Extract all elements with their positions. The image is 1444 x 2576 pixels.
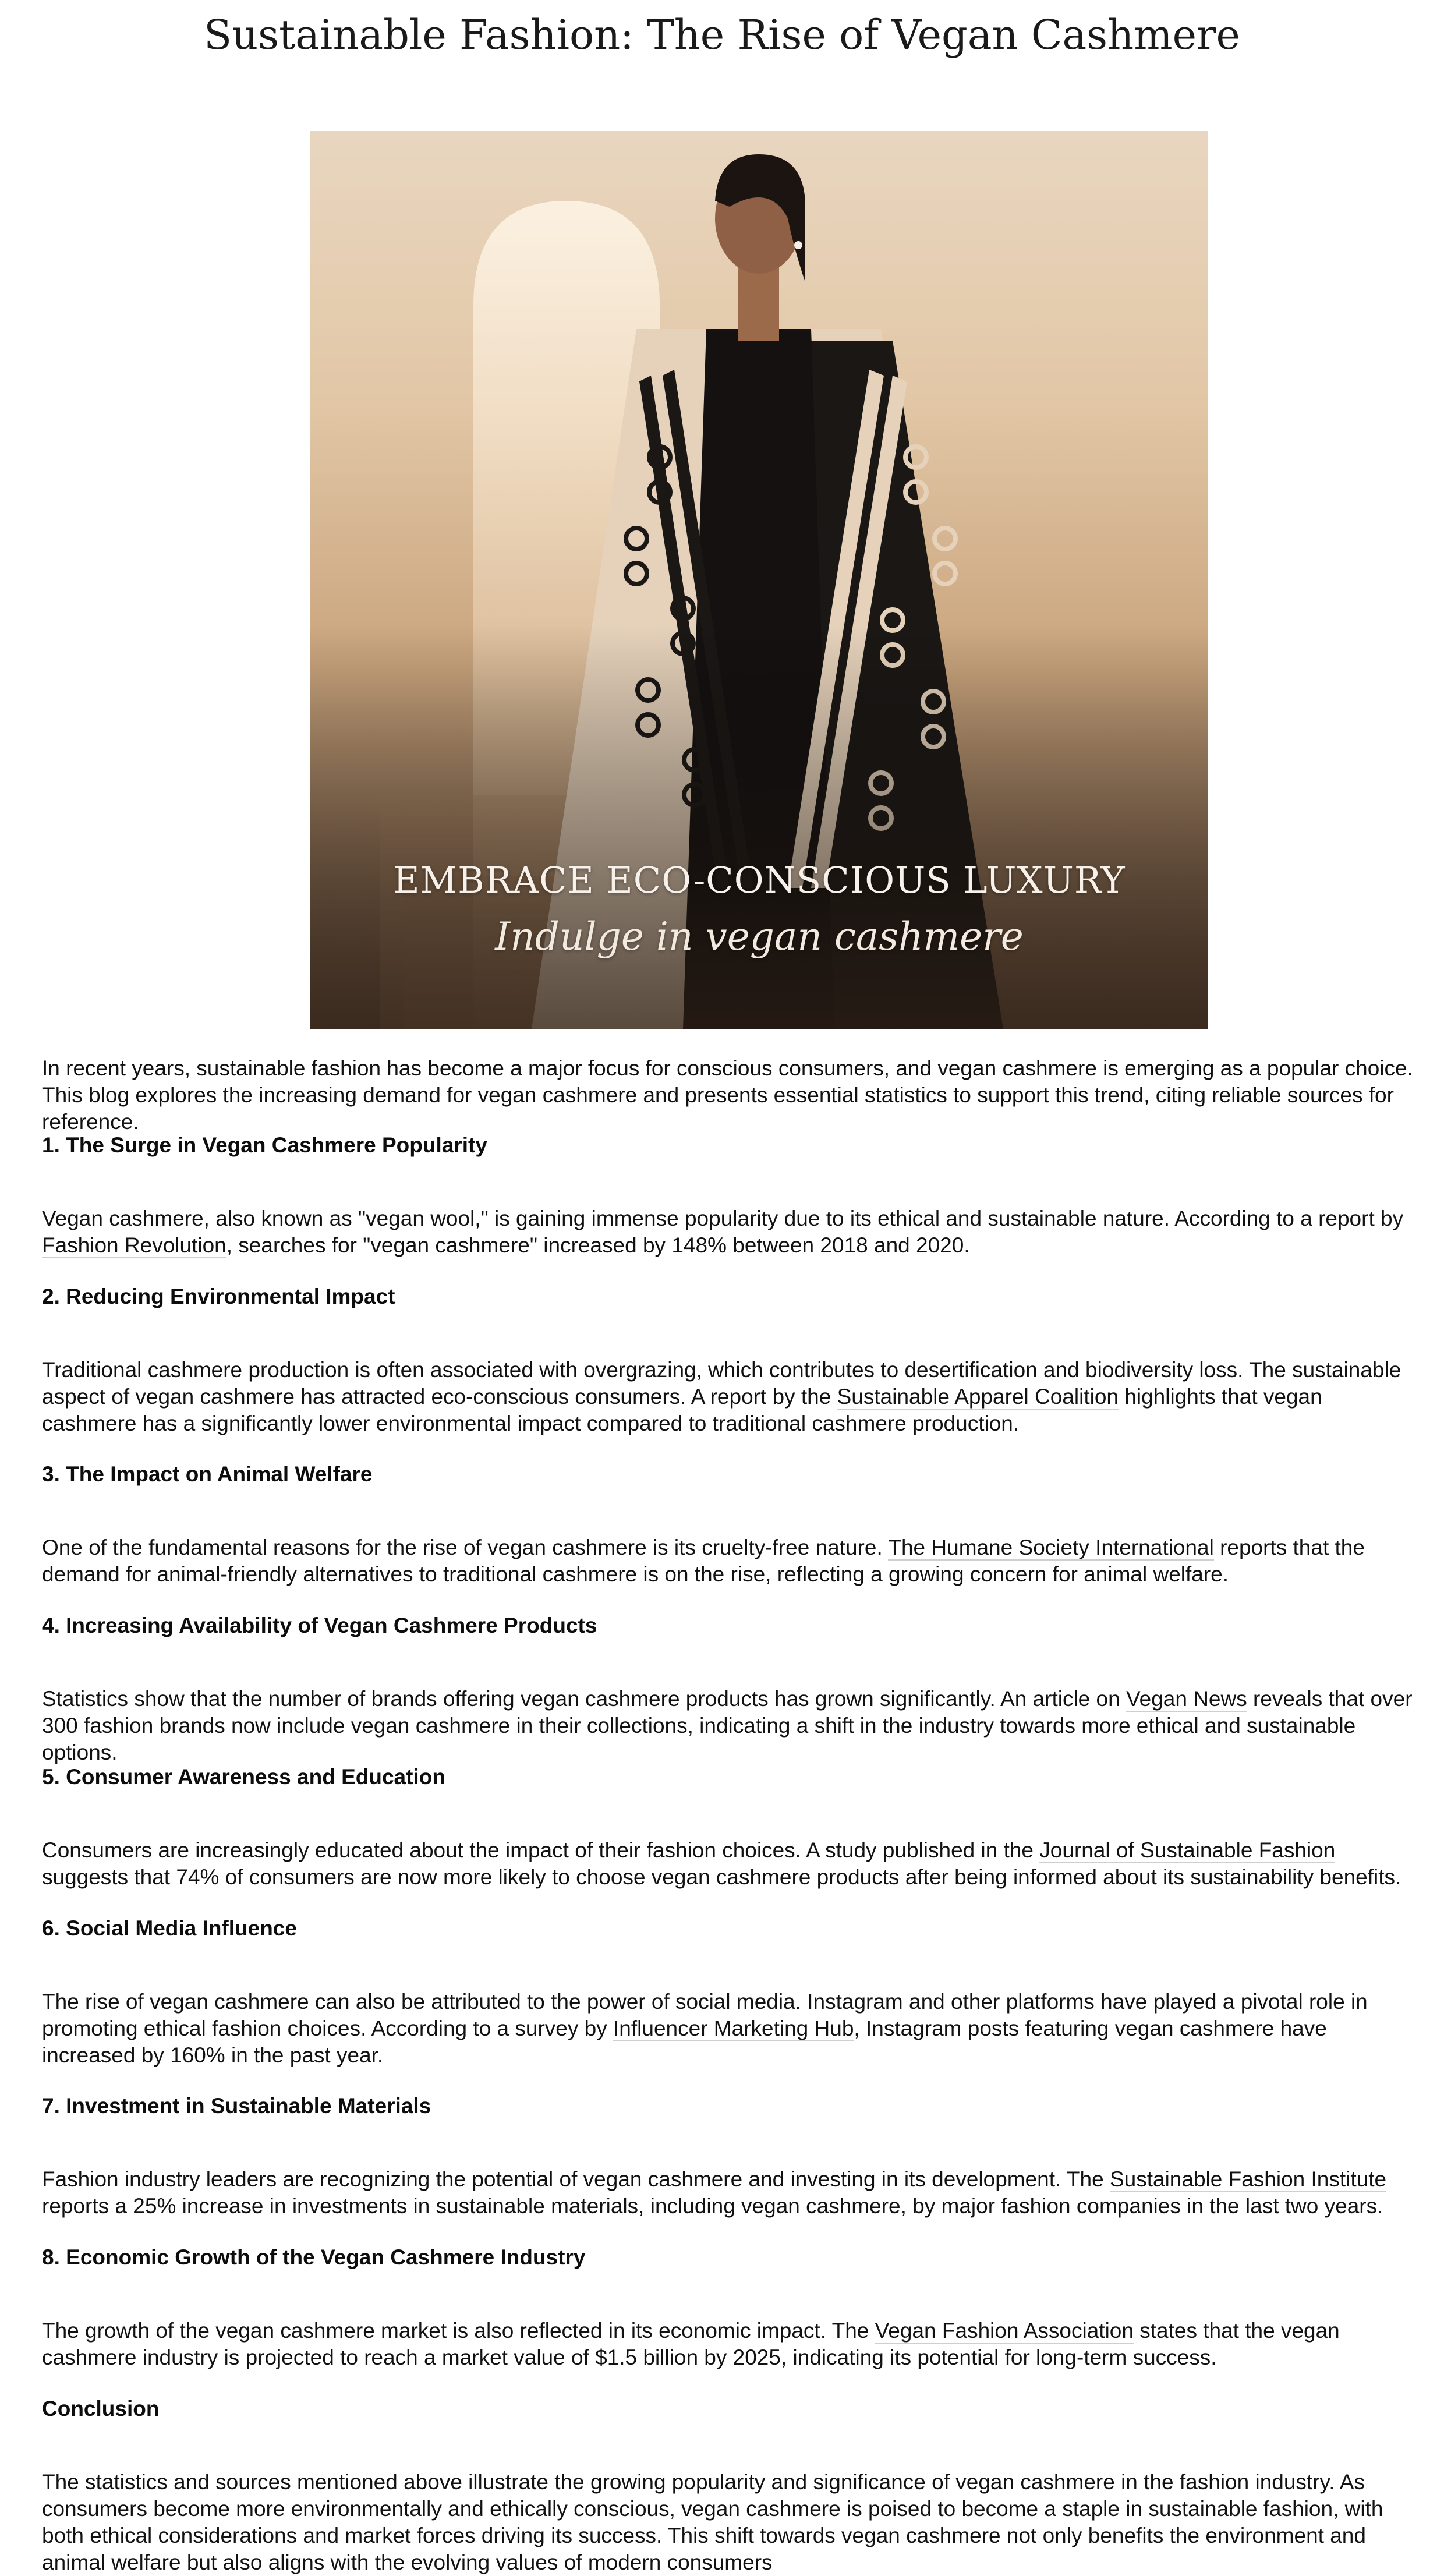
section-paragraph — [42, 1686, 1420, 1766]
source-link[interactable]: Fashion Revolution — [42, 1233, 226, 1257]
section-heading: 2. Reducing Environmental Impact — [42, 1285, 395, 1308]
section-heading: 7. Investment in Sustainable Materials — [42, 2094, 431, 2118]
source-link[interactable]: Sustainable Apparel Coalition — [837, 1385, 1119, 1409]
paragraph-text: Fashion industry leaders are recognizing the potential of vegan cashmere and investing in its development. The — [42, 2167, 1110, 2191]
section-heading: 8. Economic Growth of the Vegan Cashmere Industry — [42, 2245, 586, 2269]
paragraph-text: Traditional cashmere production is often associated with overgrazing, which contributes to desertification and biodiversity loss. The sustainable aspect of vegan cashmere has attracted eco-conscious consumers. A report by the — [42, 1358, 1401, 1409]
hero-headline: EMBRACE ECO-CONSCIOUS LUXURY — [393, 859, 1126, 901]
section-paragraph — [42, 1534, 1420, 1588]
section-heading: 1. The Surge in Vegan Cashmere Popularity — [42, 1133, 487, 1157]
paragraph-text: Consumers are increasingly educated about the impact of their fashion choices. A study published in the — [42, 1838, 1040, 1862]
paragraph-text: , Instagram posts featuring vegan cashmere have increased by 160% in the past year. — [42, 2016, 1327, 2067]
section-heading: 6. Social Media Influence — [42, 1916, 297, 1940]
paragraph-text: One of the fundamental reasons for the rise of vegan cashmere is its cruelty-free nature. — [42, 1535, 889, 1559]
paragraph-text: Vegan cashmere, also known as "vegan wool," is gaining immense popularity due to its ethical and sustainable nature. According to a report by — [42, 1206, 1404, 1230]
page-title: Sustainable Fashion: The Rise of Vegan Cashmere — [204, 11, 1240, 59]
source-link[interactable]: The Humane Society International — [888, 1535, 1214, 1559]
source-link[interactable]: Vegan Fashion Association — [875, 2319, 1134, 2343]
paragraph-text: Statistics show that the number of brands offering vegan cashmere products has grown significantly. An article on — [42, 1687, 1126, 1711]
paragraph-text: highlights that vegan cashmere has a significantly lower environmental impact compared to traditional cashmere production. — [42, 1385, 1322, 1435]
source-link[interactable]: Journal of Sustainable Fashion — [1039, 1838, 1336, 1862]
hero-tagline: Indulge in vegan cashmere — [495, 914, 1024, 959]
paragraph-text: reveals that over 300 fashion brands now include vegan cashmere in their collections, indicating a shift in the industry towards more ethical and sustainable options. — [42, 1687, 1413, 1764]
section-paragraph — [42, 2317, 1420, 2371]
section-paragraph — [42, 1205, 1420, 1259]
paragraph-text: The rise of vegan cashmere can also be attributed to the power of social media. Instagram and other platforms have played a pivotal role in promoting ethical fashion choices. According to a survey by — [42, 1990, 1368, 2040]
section-paragraph — [42, 1357, 1420, 1437]
section-paragraph — [42, 2166, 1420, 2220]
section-heading: 4. Increasing Availability of Vegan Cashmere Products — [42, 1613, 597, 1637]
hero-image — [310, 131, 1208, 1029]
section-heading: 3. The Impact on Animal Welfare — [42, 1462, 373, 1486]
paragraph-text: reports a 25% increase in investments in sustainable materials, including vegan cashmere, by major fashion companies in the last two years. — [42, 2194, 1383, 2218]
paragraph-text: The growth of the vegan cashmere market is also reflected in its economic impact. The — [42, 2319, 875, 2343]
paragraph-text: reports that the demand for animal-friendly alternatives to traditional cashmere is on the rise, reflecting a growing concern for animal welfare. — [42, 1535, 1365, 1586]
source-link[interactable]: Vegan News — [1126, 1687, 1247, 1711]
section-heading: 5. Consumer Awareness and Education — [42, 1765, 445, 1789]
source-link[interactable]: Influencer Marketing Hub — [613, 2016, 854, 2040]
conclusion-heading: Conclusion — [42, 2397, 160, 2421]
conclusion-paragraph: The statistics and sources mentioned above illustrate the growing popularity and significance of vegan cashmere in the fashion industry. As consumers become more environmentally and ethically conscious, vegan cashmere is poised to become a staple in sustainable fashion, with both ethical considerations and market forces driving its success. This shift towards vegan cashmere not only benefits the environment and animal welfare but also aligns with the evolving values of modern consumers — [42, 2470, 1383, 2574]
intro-paragraph: In recent years, sustainable fashion has become a major focus for conscious consumers, and vegan cashmere is emerging as a popular choice. This blog explores the increasing demand for vegan cashmere and presents essential statistics to support this trend, citing reliable sources for reference. — [42, 1056, 1413, 1134]
paragraph-text: suggests that 74% of consumers are now more likely to choose vegan cashmere products after being informed about its sustainability benefits. — [42, 1865, 1401, 1889]
paragraph-text: , searches for "vegan cashmere" increased by 148% between 2018 and 2020. — [226, 1233, 970, 1257]
source-link[interactable]: Sustainable Fashion Institute — [1109, 2167, 1387, 2191]
section-paragraph — [42, 1988, 1420, 2069]
section-paragraph — [42, 1837, 1420, 1891]
paragraph-text: states that the vegan cashmere industry is projected to reach a market value of $1.5 billion by 2025, indicating its potential for long-term success. — [42, 2319, 1340, 2369]
